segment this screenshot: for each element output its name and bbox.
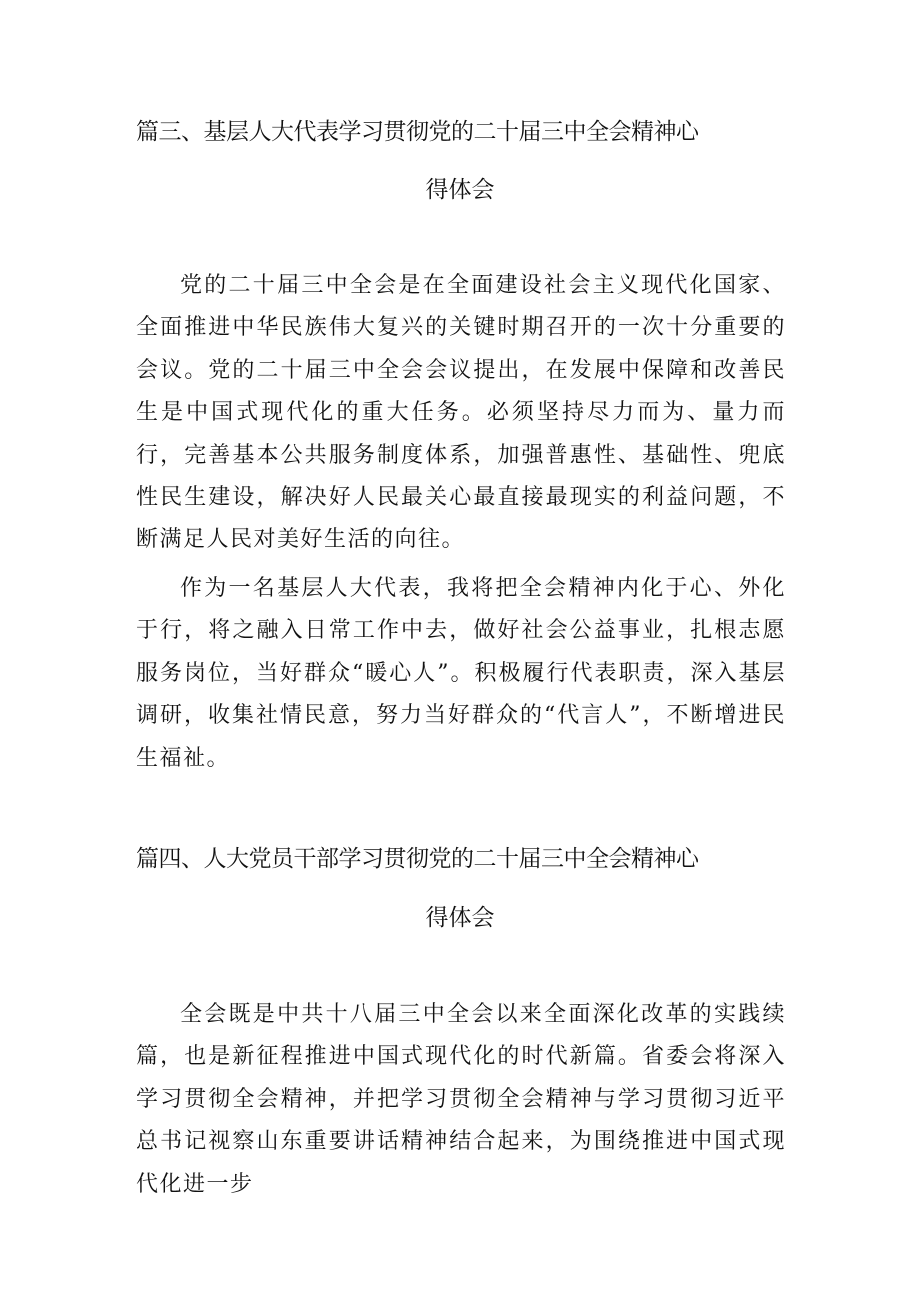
section3-paragraph-2: 作为一名基层人大代表，我将把全会精神内化于心、外化于行，将之融入日常工作中去，做好社会公益事业，扎根志愿服务岗位，当好群众“暖心人”。积极履行代表职责，深入基层调研，收集社情民意，努力当好群众的“代言人”，不断增进民生福祉。 bbox=[136, 576, 786, 771]
section3-title: 篇三、基层人大代表学习贯彻党的二十届三中全会精神心 bbox=[136, 119, 699, 145]
section3-paragraph-1: 党的二十届三中全会是在全面建设社会主义现代化国家、全面推进中华民族伟大复兴的关键时期召开的一次十分重要的会议。党的二十届三中全会会议提出，在发展中保障和改善民生是中国式现代化的重大任务。必须坚持尽力而为、量力而行，完善基本公共服务制度体系，加强普惠性、基础性、兜底性民生建设，解决好人民最关心最直接最现实的利益问题，不断满足人民对美好生活的向往。 bbox=[136, 273, 786, 553]
section4-title: 篇四、人大党员干部学习贯彻党的二十届三中全会精神心 bbox=[136, 846, 699, 872]
section4-paragraph-1: 全会既是中共十八届三中全会以来全面深化改革的实践续篇，也是新征程推进中国式现代化的时代新篇。省委会将深入学习贯彻全会精神，并把学习贯彻全会精神与学习贯彻习近平总书记视察山东重要讲话精神结合起来，为围绕推进中国式现代化进一步 bbox=[136, 1002, 786, 1197]
section3-title-continued: 得体会 bbox=[425, 177, 495, 203]
section4-title-continued: 得体会 bbox=[425, 905, 495, 931]
